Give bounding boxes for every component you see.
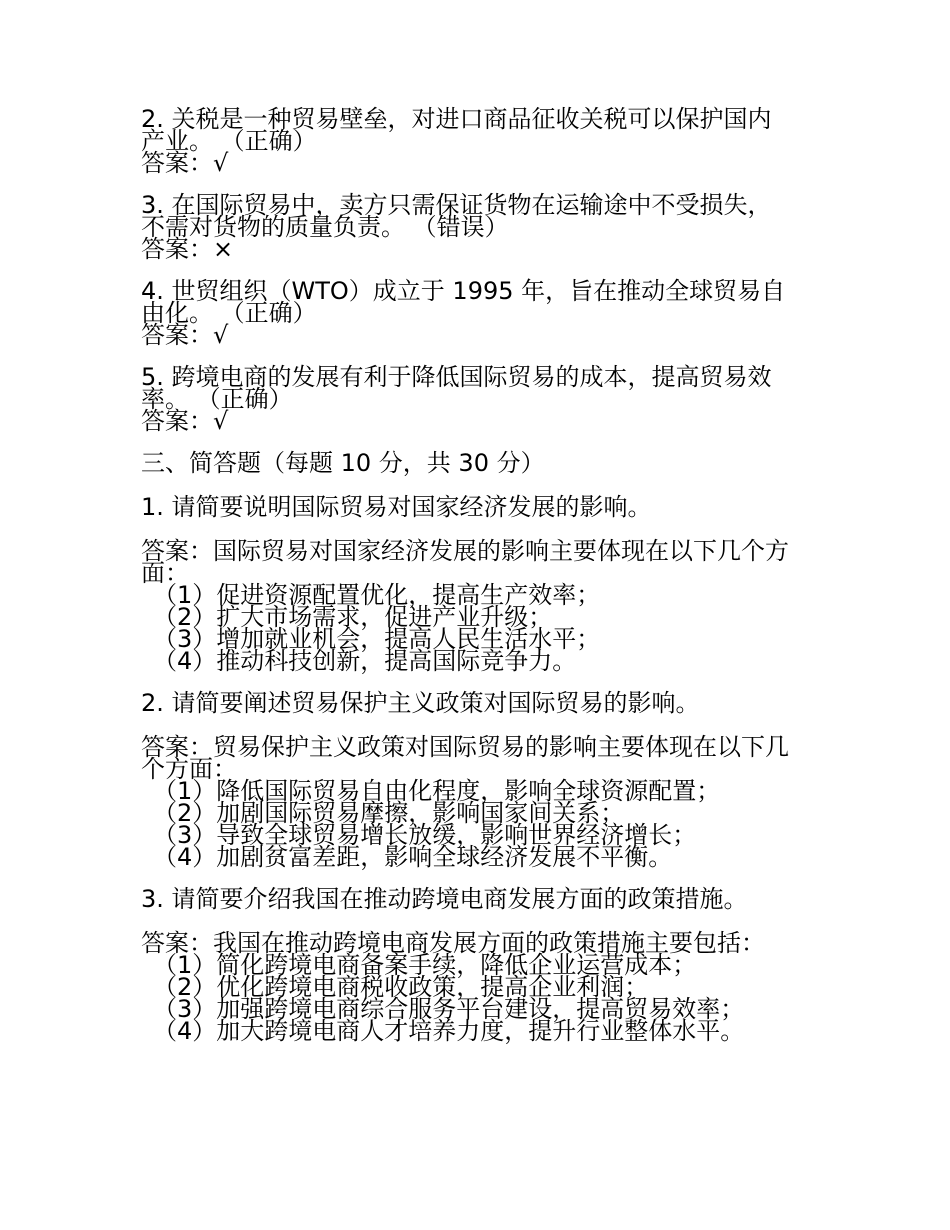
short-answer-question-1 (141, 493, 821, 521)
answer-line: 答案：× (141, 235, 234, 263)
answer-line: 答案：√ (141, 321, 229, 349)
answer-point: （4）推动科技创新，提高国际竞争力。 (153, 647, 577, 675)
answer-line: 答案：我国在推动跨境电商发展方面的政策措施主要包括： (141, 929, 765, 957)
question-line: 4. 世贸组织（WTO）成立于 1995 年，旨在推动全球贸易自 (141, 277, 786, 305)
question-text: 2. 请简要阐述贸易保护主义政策对国际贸易的影响。 (141, 689, 700, 717)
answer-point: （4）加剧贫富差距，影响全球经济发展不平衡。 (153, 843, 673, 871)
question-line: 5. 跨境电商的发展有利于降低国际贸易的成本，提高贸易效 (141, 363, 772, 391)
answer-line: 答案：国际贸易对国家经济发展的影响主要体现在以下几个方 (141, 537, 789, 565)
answer-line: 个方面： (141, 755, 237, 783)
judgement-item-2 (141, 105, 821, 177)
question-line: 产业。 （正确） (141, 127, 317, 155)
answer-point: （3）增加就业机会，提高人民生活水平； (153, 625, 601, 653)
question-line: 率。 （正确） (141, 385, 293, 413)
question-text: 3. 请简要介绍我国在推动跨境电商发展方面的政策措施。 (141, 885, 748, 913)
judgement-item-4 (141, 277, 821, 349)
document-page (141, 105, 821, 1062)
answer-point: （2）优化跨境电商税收政策，提高企业利润； (153, 973, 649, 1001)
answer-line: 面： (141, 559, 189, 587)
short-answer-question-2 (141, 689, 821, 717)
judgement-item-5 (141, 363, 821, 435)
answer-point: （2）扩大市场需求，促进产业升级； (153, 603, 553, 631)
answer-point: （2）加剧国际贸易摩擦，影响国家间关系； (153, 799, 625, 827)
question-line: 2. 关税是一种贸易壁垒，对进口商品征收关税可以保护国内 (141, 105, 772, 133)
answer-point: （1）简化跨境电商备案手续，降低企业运营成本； (153, 951, 697, 979)
short-answer-answer-3 (141, 929, 821, 1045)
judgement-item-3 (141, 191, 821, 263)
answer-point: （3）加强跨境电商综合服务平台建设，提高贸易效率； (153, 995, 745, 1023)
answer-point: （1）降低国际贸易自由化程度，影响全球资源配置； (153, 777, 721, 805)
answer-point: （1）促进资源配置优化，提高生产效率； (153, 581, 601, 609)
short-answer-answer-2 (141, 733, 821, 871)
short-answer-question-3 (141, 885, 821, 913)
answer-line: 答案：√ (141, 149, 229, 177)
question-line: 由化。 （正确） (141, 299, 317, 327)
question-line: 不需对货物的质量负责。 （错误） (141, 213, 509, 241)
section-heading-text: 三、简答题（每题 10 分，共 30 分） (141, 449, 545, 477)
question-text: 1. 请简要说明国际贸易对国家经济发展的影响。 (141, 493, 652, 521)
answer-point: （3）导致全球贸易增长放缓，影响世界经济增长； (153, 821, 697, 849)
answer-line: 答案：贸易保护主义政策对国际贸易的影响主要体现在以下几 (141, 733, 789, 761)
answer-line: 答案：√ (141, 407, 229, 435)
short-answer-answer-1 (141, 537, 821, 675)
answer-point: （4）加大跨境电商人才培养力度，提升行业整体水平。 (153, 1017, 745, 1045)
question-line: 3. 在国际贸易中，卖方只需保证货物在运输途中不受损失， (141, 191, 772, 219)
section-heading (141, 449, 821, 477)
